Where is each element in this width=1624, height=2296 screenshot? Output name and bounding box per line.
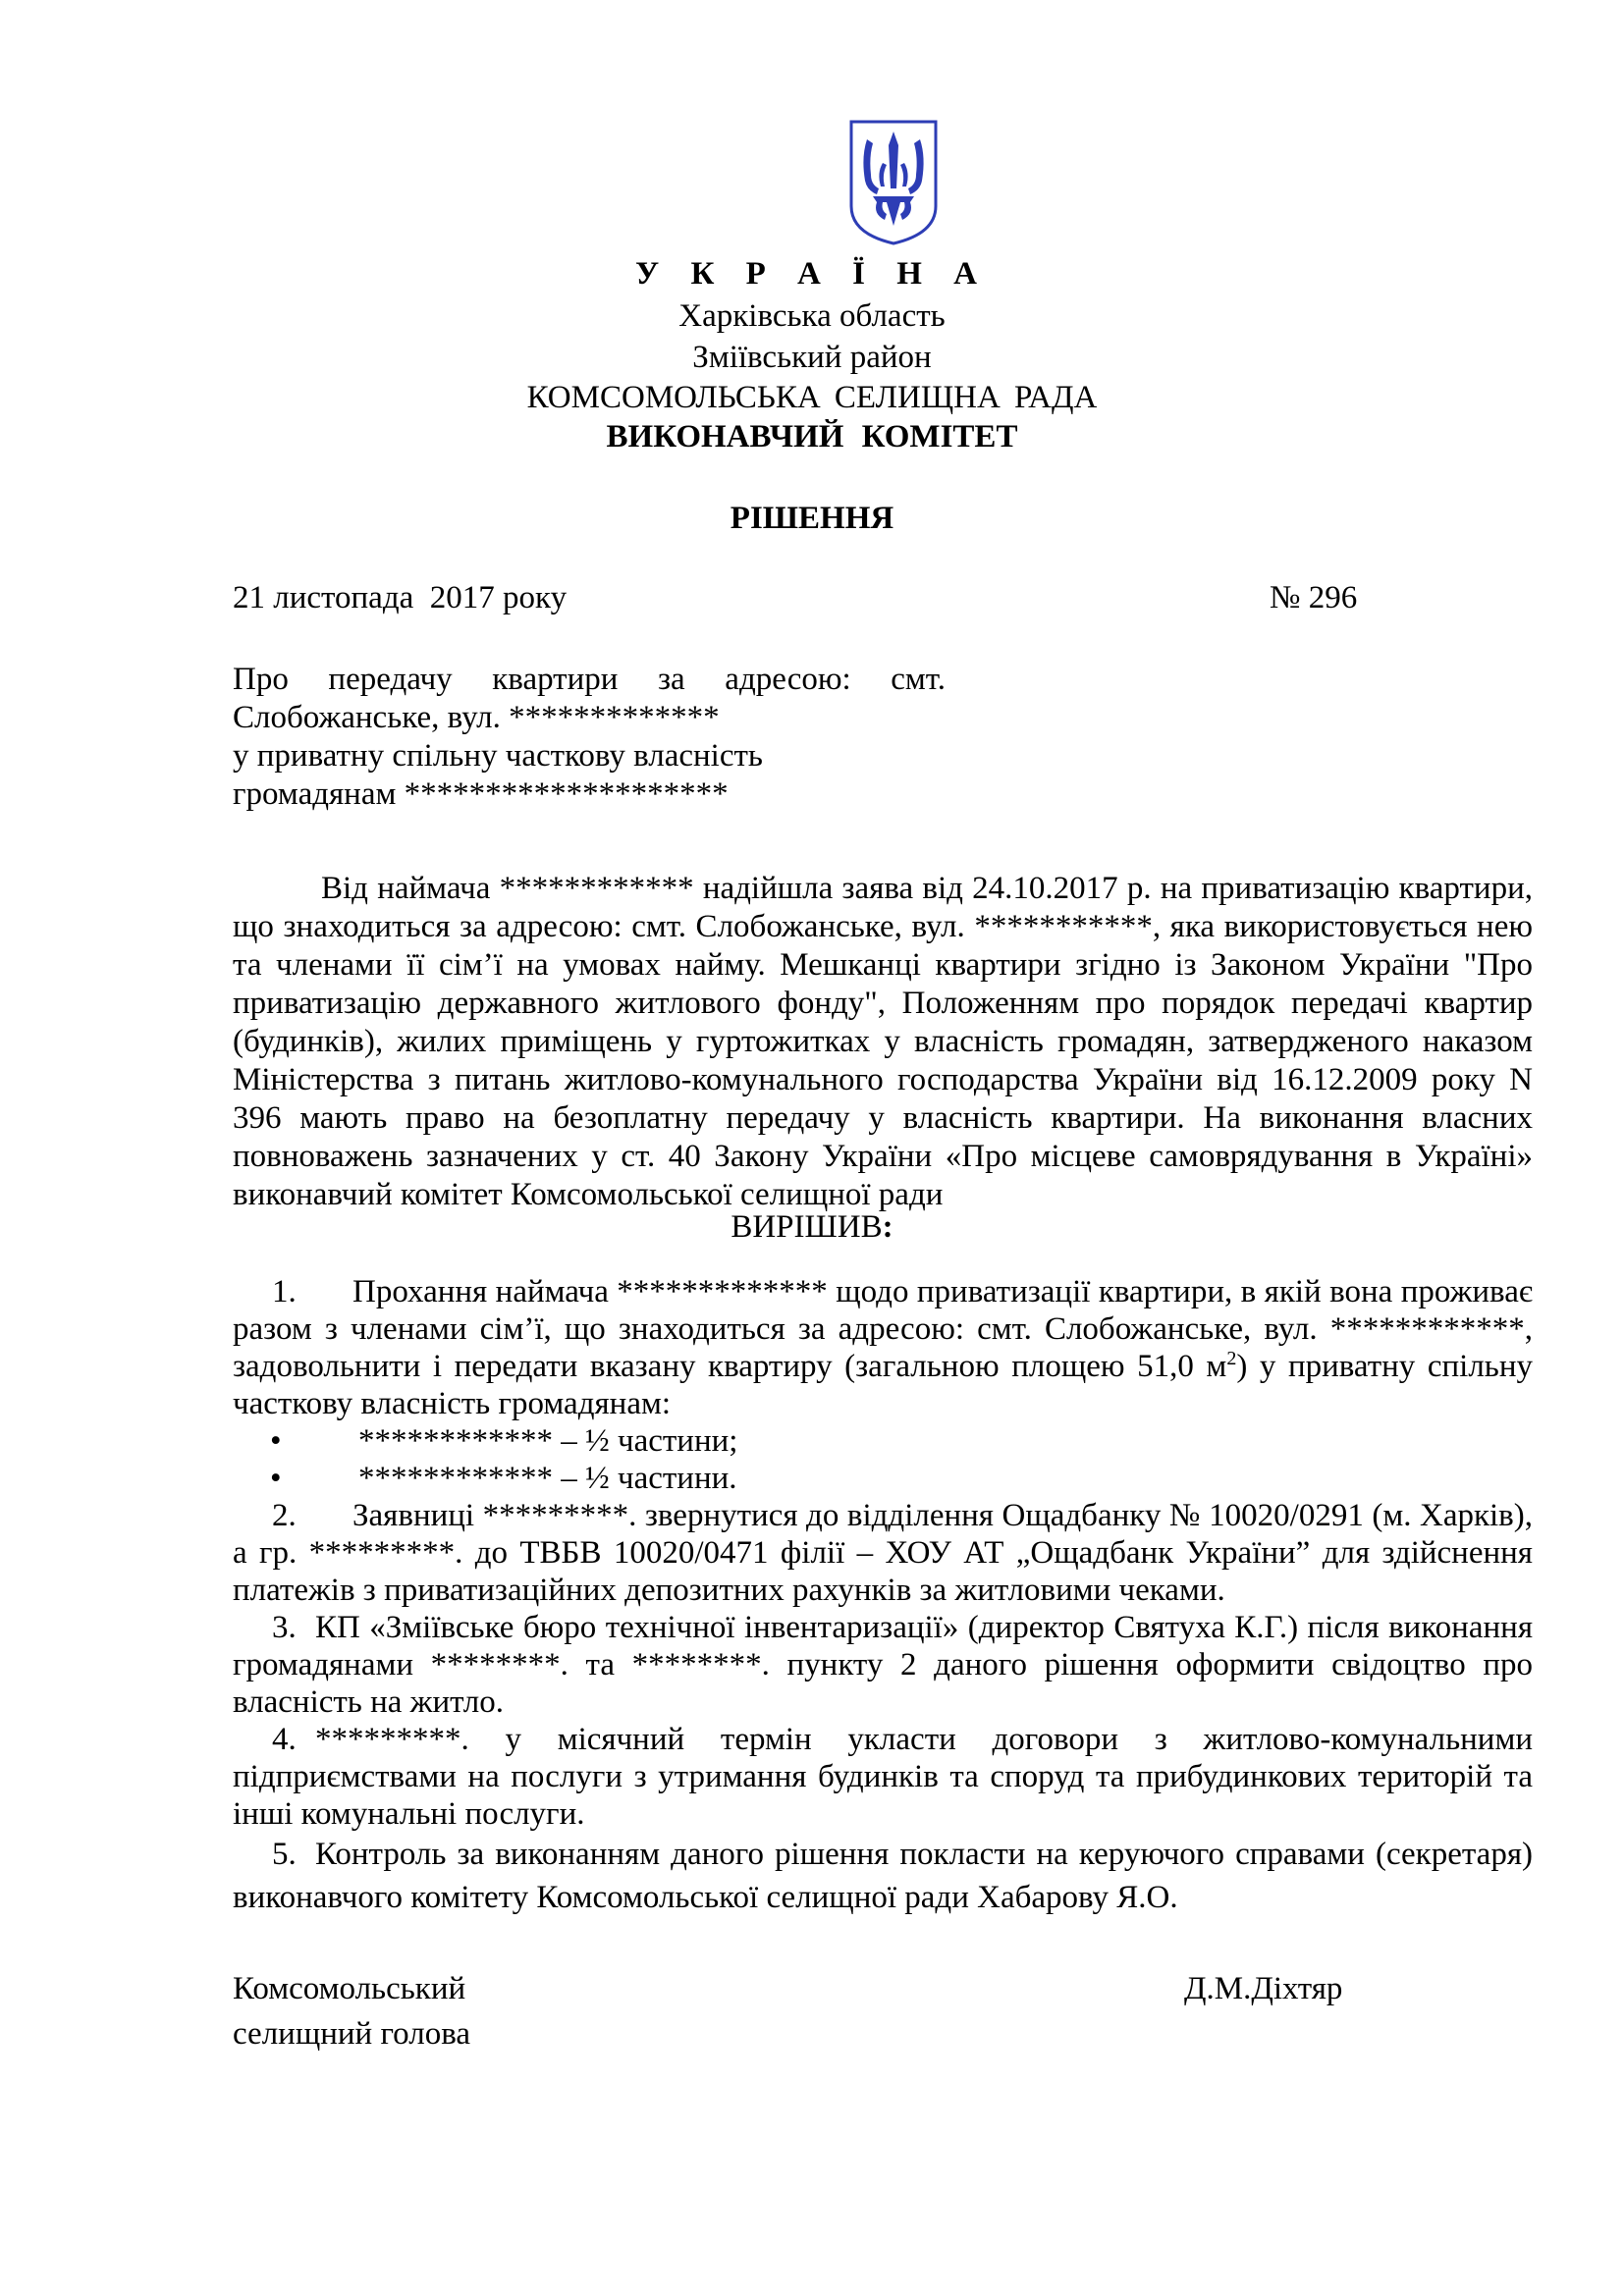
signatory-name: Д.М.Діхтяр: [1184, 1971, 1343, 2006]
area-unit-superscript: 2: [1226, 1348, 1237, 1369]
bullet-text: ************ – ½ частини;: [358, 1423, 738, 1459]
document-type-title: РІШЕННЯ: [730, 501, 894, 536]
item-number: 2.: [272, 1498, 297, 1533]
subject-line: Слобожанське, вул. *************: [233, 700, 720, 735]
item-number: 3.: [272, 1610, 297, 1645]
item-text: Заявниці *********. звернутися до відділення Ощадбанку № 10020/0291 (м. Харків), а гр. *********. до ТВБВ 10020/0471 філії – ХОУ АТ „Ощадбанк України” для здійснення платежів з приватизаційних депозитних рахунків за житловими чеками.: [233, 1498, 1533, 1608]
country-title: У К Р А Ї Н А: [635, 256, 989, 292]
subject-line: Про передачу квартири за адресою: смт.: [233, 662, 946, 697]
position-line: селищний голова: [233, 2016, 471, 2052]
decision-item-2: [233, 1497, 1533, 1609]
oblast-name: Харківська область: [678, 298, 946, 334]
preamble-paragraph: Від наймача ************ надійшла заява від 24.10.2017 р. на приватизацію квартири, що знаходиться за адресою: смт. Слобожанське, вул. ***********, яка використовується нею та членами її сім’ї на умовах найму. Мешканці квартири згідно із Законом України "Про приватизацію державного житлового фонду", Положенням про порядок передачі квартир (будинків), жилих приміщень у гуртожитках у власність громадян, затвердженого наказом Міністерства з питань житлово-комунального господарства України від 16.12.2009 року N 396 мають право на безоплатну передачу у власність квартири. На виконання власних повноважень зазначених у ст. 40 Закону України «Про місцеве самоврядування в Україні» виконавчий комітет Комсомольської селищної ради: [233, 871, 1533, 1212]
decision-date: 21 листопада 2017 року: [233, 580, 568, 615]
item-text: КП «Зміївське бюро технічної інвентаризації» (директор Святуха К.Г.) після виконання громадянами ********. та ********. пункту 2 даного рішення оформити свідоцтво про власність на житло.: [233, 1610, 1533, 1720]
decision-number: № 296: [1270, 580, 1358, 615]
item-text: Прохання наймача ************* щодо приватизації квартири, в якій вона проживає разом з членами сім’ї, що знаходиться за адресою: смт. Слобожанське, вул. ************, задовольнити і передати вказану квартиру (загальною площею 51,0 м: [233, 1274, 1533, 1384]
resolved-text: ВИРІШИВ: [731, 1209, 883, 1245]
coat-of-arms-icon: [847, 118, 940, 247]
item-text: ) у приватну спільну часткову власність громадянам:: [233, 1349, 1534, 1421]
bullet-icon: •: [270, 1423, 282, 1459]
signatory-position: [233, 1966, 470, 2056]
resolved-heading: [0, 1207, 1624, 1247]
subject-line: у приватну спільну часткову власність: [233, 738, 763, 774]
decision-items: [233, 1273, 1533, 1919]
bullet-icon: •: [270, 1461, 282, 1496]
position-line: Комсомольський: [233, 1971, 466, 2006]
decision-item-3: [233, 1609, 1533, 1721]
council-name: КОМСОМОЛЬСЬКА СЕЛИЩНА РАДА: [526, 380, 1098, 415]
item-number: 1.: [272, 1274, 297, 1309]
share-bullet: [233, 1422, 1533, 1460]
decision-item-5: [233, 1833, 1533, 1919]
item-text: Контроль за виконанням даного рішення покласти на керуючого справами (секретаря) виконавчого комітету Комсомольської селищної ради Хабарову Я.О.: [233, 1837, 1533, 1915]
subject-line: громадянам ********************: [233, 776, 729, 812]
resolved-colon: :: [882, 1209, 893, 1245]
committee-name: ВИКОНАВЧИЙ КОМІТЕТ: [606, 419, 1018, 454]
district-name: Зміївський район: [692, 340, 932, 375]
item-text: *********. у місячний термін укласти договори з житлово-комунальними підприємствами на послуги з утримання будинків та споруд та прибудинкових територій та інші комунальні послуги.: [233, 1722, 1533, 1832]
item-number: 5.: [272, 1837, 297, 1872]
decision-item-1: [233, 1273, 1533, 1422]
decision-subject: [233, 661, 946, 814]
item-number: 4.: [272, 1722, 297, 1757]
decision-item-4: [233, 1721, 1533, 1833]
bullet-text: ************ – ½ частини.: [358, 1461, 737, 1496]
share-bullet: [233, 1460, 1533, 1497]
